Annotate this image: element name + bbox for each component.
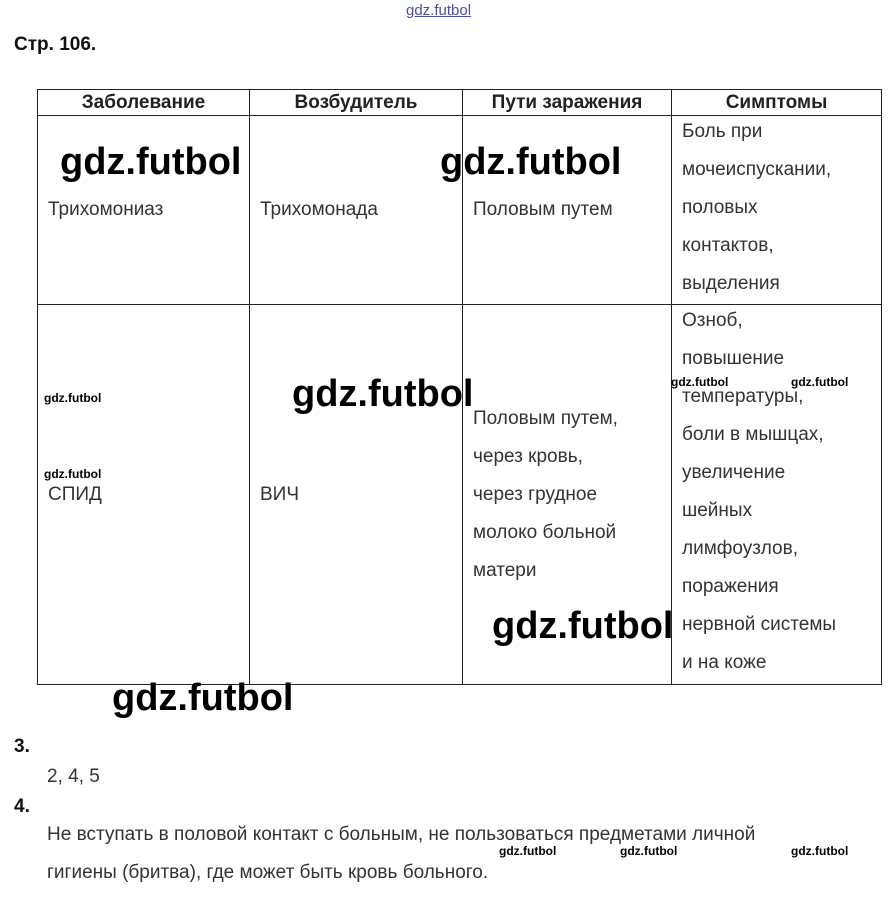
ways-line: через грудное [473,483,598,505]
watermark-text: gdz.futbol [499,844,557,858]
symptom-line: увеличение [682,462,786,483]
watermark-text: gdz.futbol [44,391,102,405]
symptom-line: поражения [682,576,779,597]
watermark-text: gdz.futbol [44,467,102,481]
cell-disease: Трихомониаз [38,116,250,305]
task3-number: 3. [14,736,30,757]
symptom-line: половых [682,196,758,218]
task4-answer-line2: гигиены (бритва), где может быть кровь больного. [47,862,489,883]
watermark-text: gdz.futbol [440,141,622,183]
symptom-line: нервной системы [682,614,837,635]
ways-line: через кровь, [473,445,583,467]
ways-line: Половым путем, [473,407,618,429]
watermark-text: gdz.futbol [492,605,674,647]
header-ways: Пути заражения [463,90,672,116]
task3-answer: 2, 4, 5 [47,766,100,787]
page-title: Стр. 106. [14,34,97,55]
header-disease: Заболевание [38,90,250,116]
cell-disease: СПИД [38,305,250,685]
symptom-line: Боль при [682,120,763,142]
cell-pathogen: ВИЧ [250,305,463,685]
symptom-line: Озноб, [682,310,743,331]
ways-line: молоко больной [473,521,617,543]
watermark-text: gdz.futbol [791,375,849,389]
watermark-text: gdz.futbol [620,844,678,858]
cell-ways: Половым путем [463,116,672,305]
cell-symptoms [672,116,882,305]
symptom-line: боли в мышцах, [682,424,824,445]
header-pathogen: Возбудитель [250,90,463,116]
watermark-text: gdz.futbol [60,141,242,183]
symptom-line: мочеиспускании, [682,158,832,180]
cell-pathogen: Трихомонада [250,116,463,305]
symptom-line: повышение [682,348,785,369]
task4-answer-line1: Не вступать в половой контакт с больным, не пользоваться предметами личной [47,824,756,845]
symptom-line: контактов, [682,234,774,256]
watermark-text: gdz.futbol [292,373,474,415]
symptom-line: и на коже [682,652,767,673]
symptom-line: шейных [682,500,753,521]
watermark-text: gdz.futbol [671,375,729,389]
task4-number: 4. [14,796,30,817]
table-row [38,305,882,685]
symptom-line: выделения [682,272,780,294]
watermark-top[interactable]: gdz.futbol [406,2,472,19]
symptom-line: лимфоузлов, [682,538,798,559]
header-symptoms: Симптомы [672,90,882,116]
ways-line: матери [473,559,537,581]
watermark-text: gdz.futbol [791,844,849,858]
watermark-text: gdz.futbol [112,677,294,719]
symptom-line: температуры, [682,386,804,407]
table-header-row [38,90,882,116]
cell-symptoms [672,305,882,685]
